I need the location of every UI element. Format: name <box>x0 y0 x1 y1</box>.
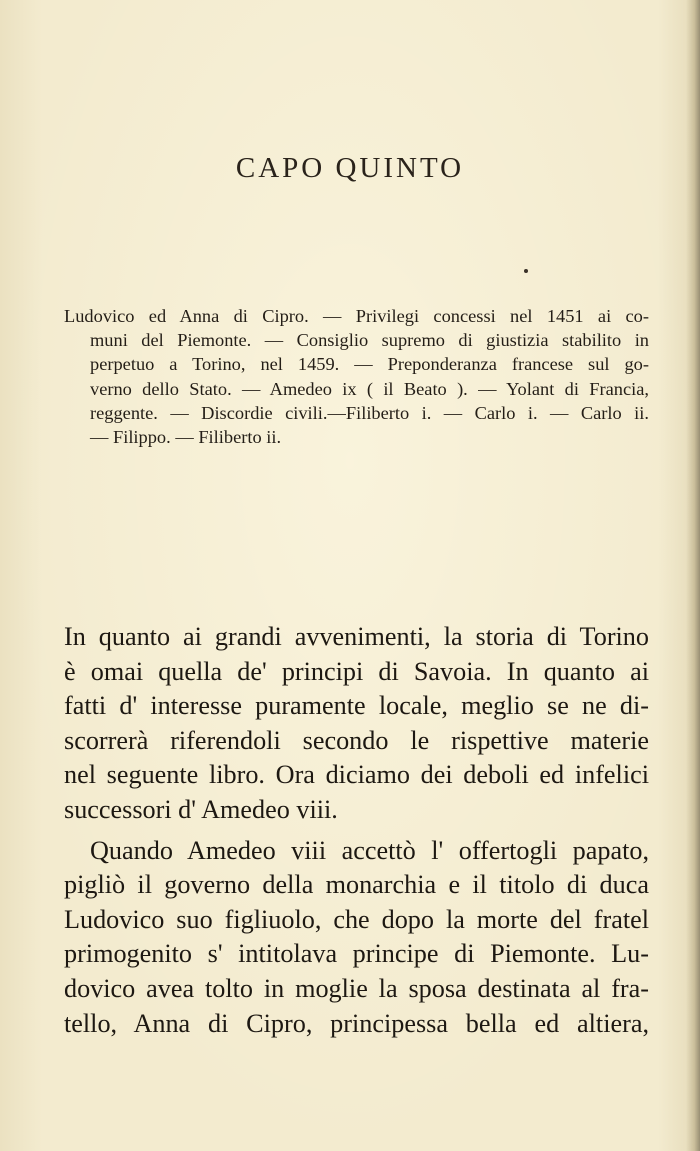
text-line: In quanto ai grandi avvenimenti, la storia di Torino <box>64 622 649 651</box>
summary-line: verno dello Stato. — Amedeo ix ( il Beato ). — Yolant di Francia, <box>90 378 649 399</box>
body-text <box>64 620 649 1041</box>
text-line: pigliò il governo della monarchia e il titolo di duca <box>64 870 649 900</box>
text-line: scorrerà riferendoli secondo le rispettive materie <box>64 725 649 755</box>
chapter-summary <box>64 304 649 449</box>
summary-line: Ludovico ed Anna di Cipro. — Privilegi concessi nel 1451 ai co- <box>64 306 649 326</box>
summary-line: muni del Piemonte. — Consiglio supremo di giustizia stabilito in <box>90 330 649 351</box>
summary-line: perpetuo a Torino, nel 1459. — Preponderanza francese sul go- <box>90 354 649 375</box>
text-line: primogenito s' intitolava principe di Piemonte. Lu- <box>64 939 649 969</box>
text-line: successori d' Amedeo viii. <box>64 794 338 824</box>
text-line: è omai quella de' principi di Savoia. In quanto ai <box>64 656 649 686</box>
text-line: nel seguente libro. Ora diciamo dei deboli ed infelici <box>64 760 649 790</box>
chapter-title: CAPO QUINTO <box>235 152 465 184</box>
text-line: Ludovico suo figliuolo, che dopo la morte del fratel <box>64 904 649 934</box>
text-line: tello, Anna di Cipro, principessa bella ed altiera, <box>64 1008 649 1038</box>
paragraph <box>64 620 649 828</box>
summary-line: reggente. — Discordie civili.—Filiberto i. — Carlo i. — Carlo ii. <box>90 402 649 423</box>
text-line: dovico avea tolto in moglie la sposa destinata al fra- <box>64 973 649 1003</box>
paragraph <box>64 834 649 1042</box>
text-line: fatti d' interesse puramente locale, meglio se ne di- <box>64 691 649 721</box>
summary-line: — Filippo. — Filiberto ii. <box>90 427 282 448</box>
page-edge-shadow <box>686 0 700 1151</box>
ink-speck <box>524 269 528 273</box>
text-line: Quando Amedeo viii accettò l' offertogli papato, <box>90 835 649 865</box>
